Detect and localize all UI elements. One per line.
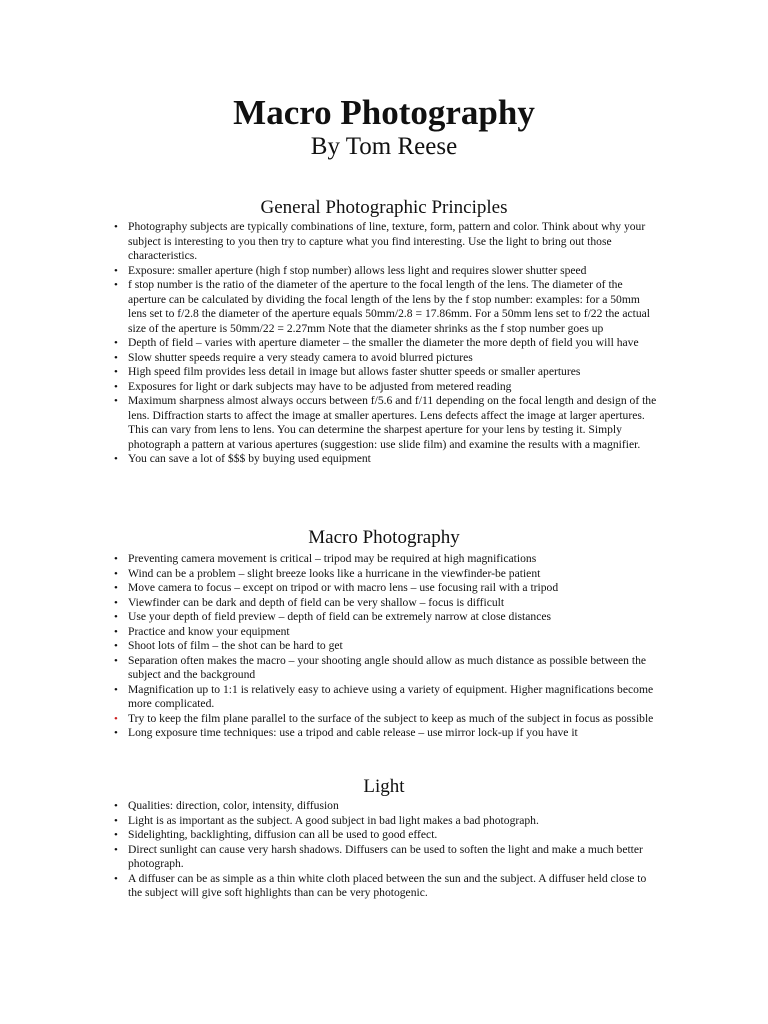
list-item-text: Viewfinder can be dark and depth of field can be very shallow – focus is difficult [128,595,505,609]
bullet-icon: • [114,625,118,638]
list-item-text: Try to keep the film plane parallel to the surface of the subject to keep as much of the subject in focus as possible [128,711,654,725]
list-item-text: Qualities: direction, color, intensity, diffusion [128,799,339,812]
bullet-icon: • [114,582,118,594]
list-item-text: Separation often makes the macro – your shooting angle should allow as much distance as possible between the subject and the background [128,653,647,681]
bullet-icon: • [114,395,118,407]
list-item [114,379,658,395]
section-macro-photography [0,526,768,741]
document-title: Macro Photography [233,93,535,132]
list-item-text: Slow shutter speeds require a very steady camera to avoid blurred pictures [128,350,473,364]
list-item [114,394,658,452]
list-item [114,452,658,467]
bullet-icon: • [114,654,118,667]
section-general-principles [0,196,768,467]
list-item [114,581,658,596]
list-item [114,624,658,640]
list-item-text: Wind can be a problem – slight breeze looks like a hurricane in the viewfinder-be patient [128,566,541,580]
bullet-icon: • [114,366,118,378]
bullet-icon: • [114,829,118,841]
bullet-list [0,552,768,741]
list-item [114,711,658,727]
bullet-icon: • [114,683,118,696]
list-item-text: Light is as important as the subject. A good subject in bad light makes a bad photograph. [128,813,539,827]
list-item [114,263,658,279]
bullet-icon: • [114,727,118,739]
list-item-text: Maximum sharpness almost always occurs between f/5.6 and f/11 depending on the focal length and design of the lens. Diffraction starts to affect the image at smaller apertures. Lens defects affect the image at larger apertures. This can vary from lens to lens. You can determine the sharpest aperture for your lens by testing it. Simply photograph a pattern at various apertures (suggestion: use slide film) and examine the results with a magnifier. [128,394,657,451]
list-item-text: High speed film provides less detail in image but allows faster shutter speeds or smaller apertures [128,365,581,378]
list-item-text: Direct sunlight can cause very harsh shadows. Diffusers can be used to soften the light and make a much better photograph. [128,842,643,870]
list-item [114,799,658,814]
bullet-icon: • [114,221,118,233]
bullet-icon: • [114,611,118,623]
bullet-icon: • [114,640,118,652]
list-item [114,682,658,712]
list-item [114,336,658,351]
list-item [114,552,658,567]
list-item-text: Long exposure time techniques: use a tripod and cable release – use mirror lock-up if you have it [128,726,578,739]
bullet-icon: • [114,337,118,349]
list-item [114,365,658,380]
document-author: By Tom Reese [310,133,458,160]
list-item-text: Sidelighting, backlighting, diffusion can all be used to good effect. [128,828,438,841]
bullet-icon: • [114,567,118,580]
list-item [114,813,658,829]
list-item [114,566,658,582]
list-item [114,220,658,264]
bullet-icon: • [114,843,118,856]
section-heading: Macro Photography [308,527,460,548]
list-item-text: Shoot lots of film – the shot can be hard to get [128,639,343,652]
bullet-icon: • [114,800,118,812]
list-item [114,842,658,872]
bullet-icon: • [114,553,118,565]
bullet-icon: • [114,596,118,609]
list-item [114,610,658,625]
bullet-icon: • [114,279,118,291]
section-light [0,775,768,901]
list-item [114,871,658,901]
list-item-text: A diffuser can be as simple as a thin white cloth placed between the sun and the subject. A diffuser held close to the subject will give soft highlights than can be very photogenic. [128,871,647,899]
list-item-text: Depth of field – varies with aperture diameter – the smaller the diameter the more depth of field you will have [128,336,639,349]
list-item-text: Photography subjects are typically combinations of line, texture, form, pattern and color. Think about why your subject is interesting to you then try to capture what you find interesting. Use the light to bring out those characteristics. [128,220,646,262]
list-item-text: Use your depth of field preview – depth of field can be extremely narrow at close distances [128,610,552,623]
bullet-icon: • [114,814,118,827]
bullet-icon: • [114,264,118,277]
bullet-icon-red: • [114,712,118,725]
bullet-list [0,220,768,467]
list-item-text: Exposures for light or dark subjects may have to be adjusted from metered reading [128,379,512,393]
list-item [114,350,658,366]
bullet-icon: • [114,351,118,364]
list-item-text: Preventing camera movement is critical – tripod may be required at high magnifications [128,552,537,565]
list-item-text: f stop number is the ratio of the diameter of the aperture to the focal length of the lens. The diameter of the aperture can be calculated by dividing the focal length of the lens by the f stop number: examples: for a 50mm lens set to f/2.8 the diameter of the aperture equals 50mm/2.8 = 17.86mm. For a 50mm lens set to f/22 the actual size of the aperture is 50mm/22 = 2.27mm Note that the diameter shrinks as the f stop number goes up [128,278,651,335]
list-item [114,828,658,843]
list-item-text: Practice and know your equipment [128,624,290,638]
section-heading: Light [363,776,405,797]
list-item-text: Magnification up to 1:1 is relatively easy to achieve using a variety of equipment. Higher magnifications become more complicated. [128,682,654,710]
bullet-icon: • [114,872,118,885]
section-heading: General Photographic Principles [260,197,508,218]
list-item [114,639,658,654]
list-item-text: Move camera to focus – except on tripod or with macro lens – use focusing rail with a tripod [128,581,559,594]
list-item [114,278,658,336]
list-item [114,595,658,611]
list-item [114,726,658,741]
bullet-icon: • [114,453,118,465]
list-item-text: Exposure: smaller aperture (high f stop number) allows less light and requires slower shutter speed [128,263,587,277]
list-item-text: You can save a lot of $$$ by buying used equipment [128,452,371,465]
bullet-icon: • [114,380,118,393]
list-item [114,653,658,683]
bullet-list [0,799,768,901]
